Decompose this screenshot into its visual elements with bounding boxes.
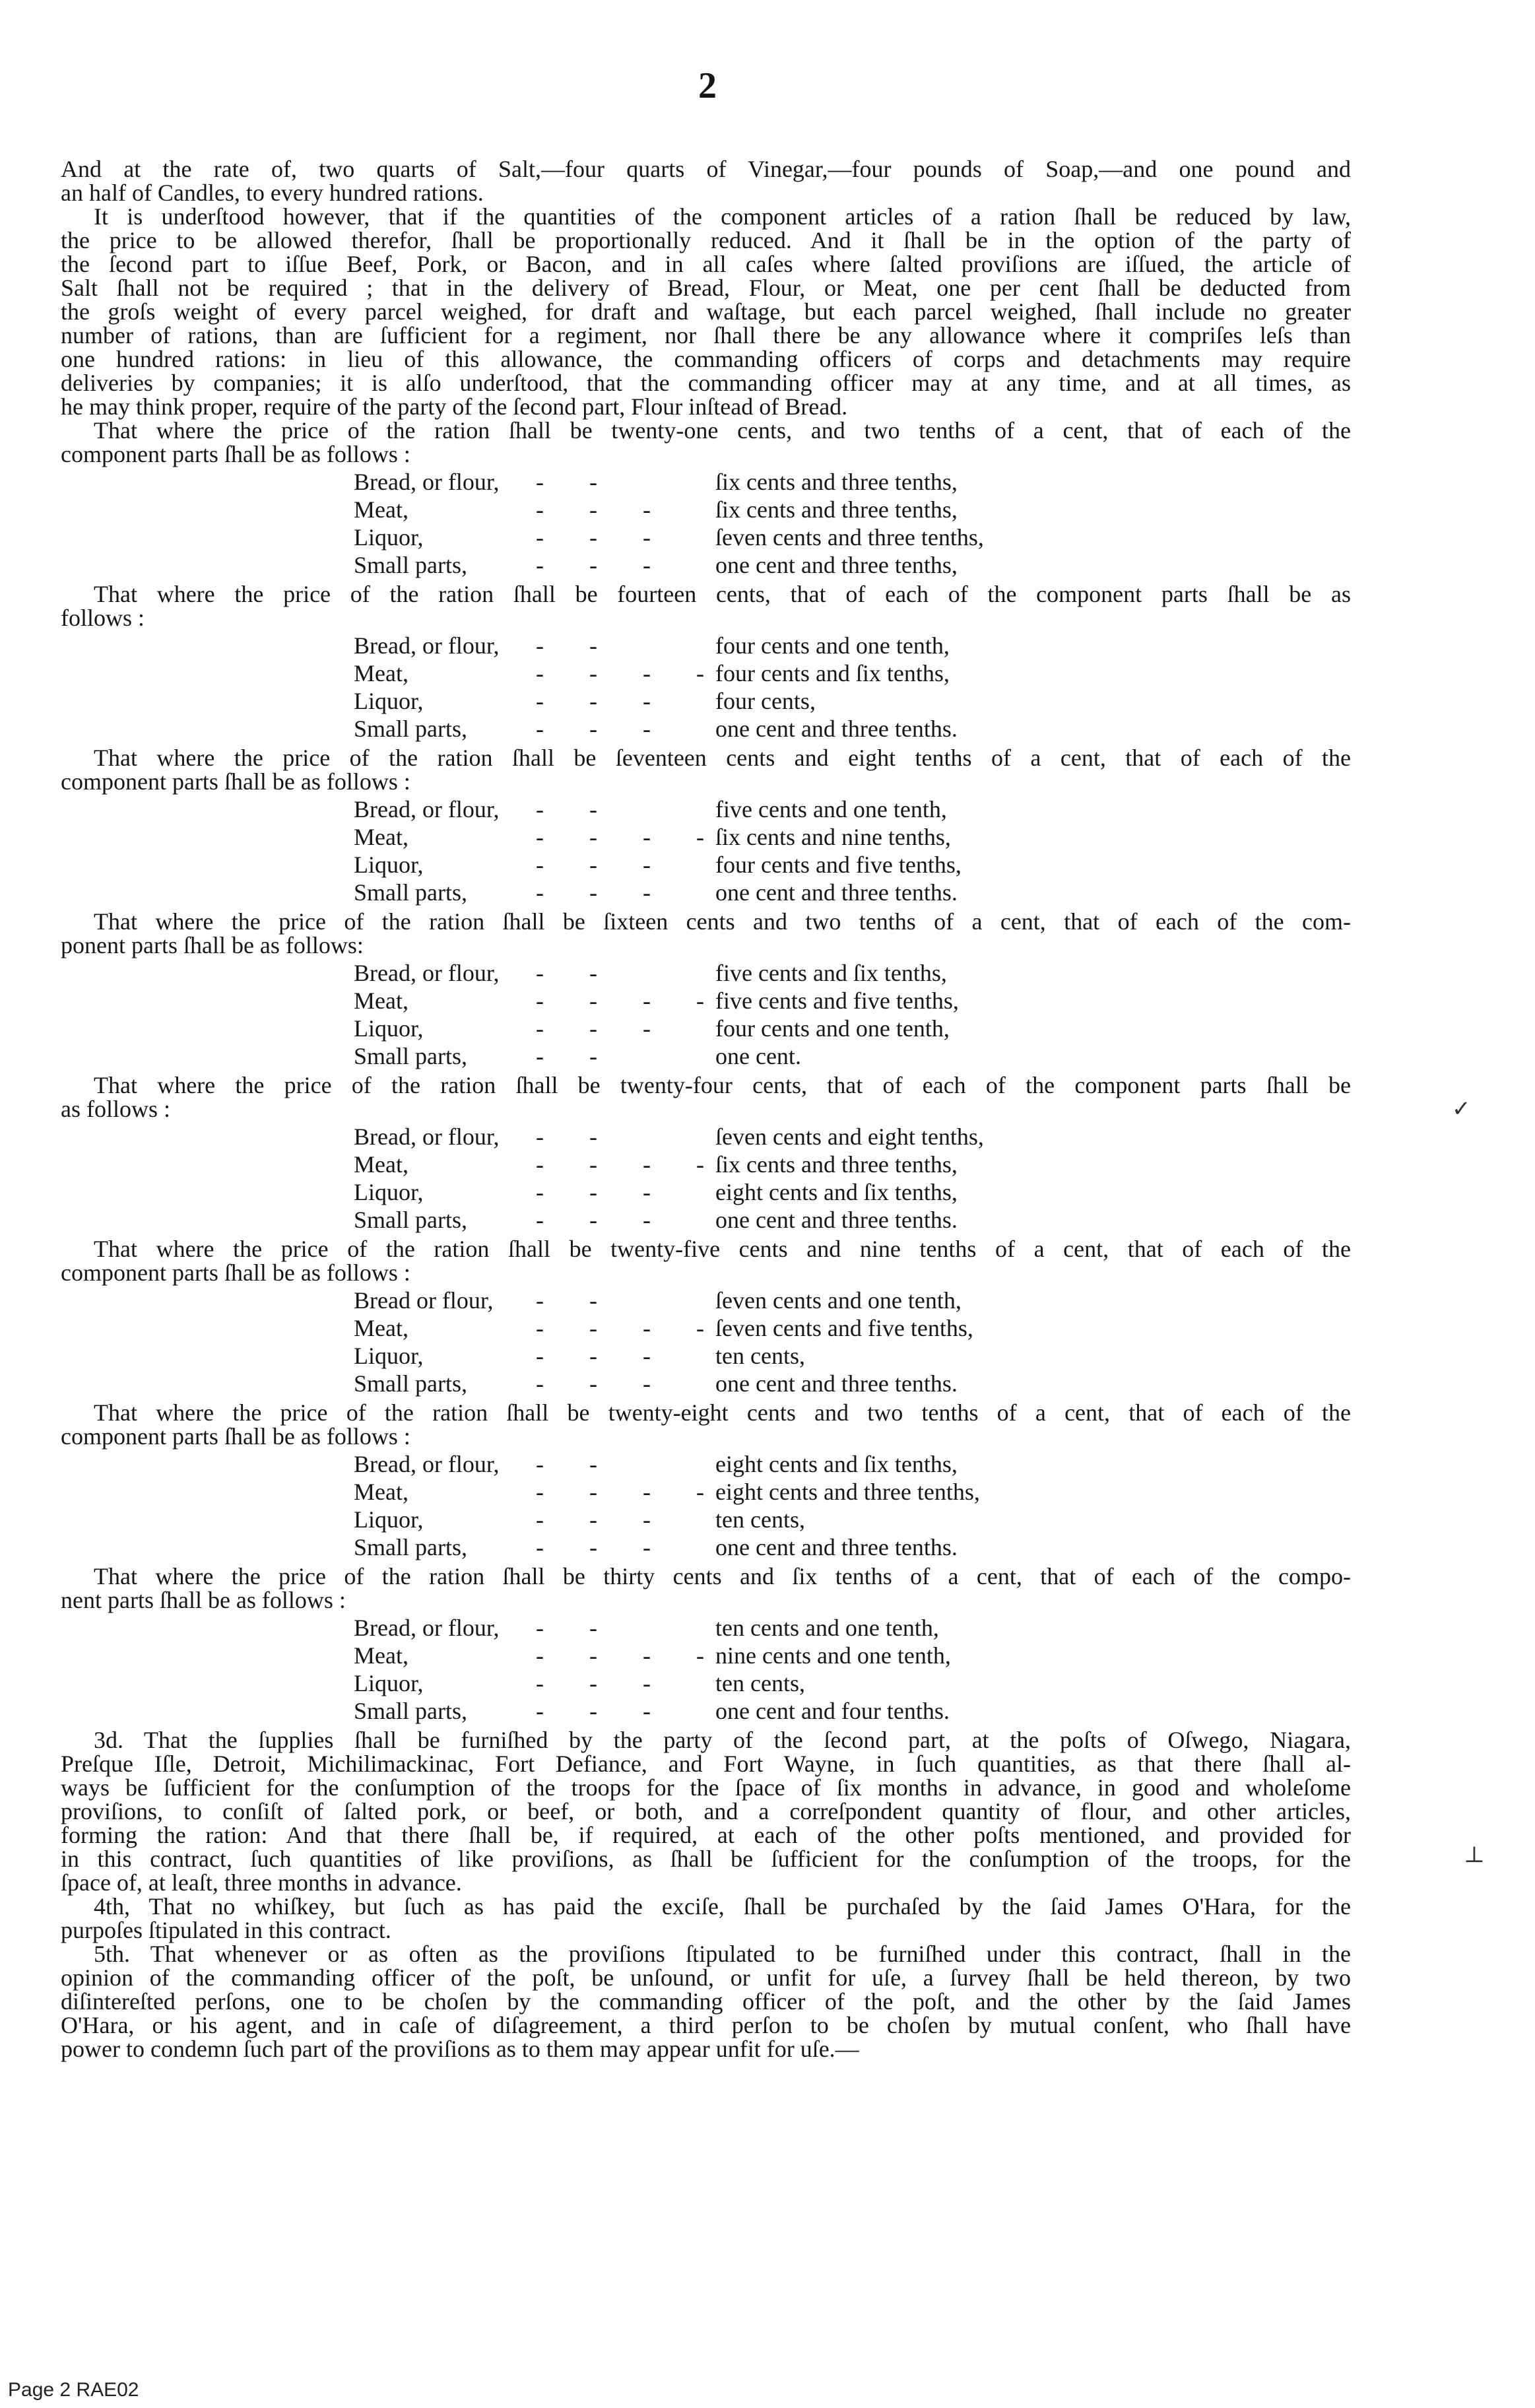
component-price: eight cents and ſix tenths, [715, 1179, 958, 1205]
ration-component-row [61, 1125, 1351, 1149]
leader-dashes: - - [536, 1123, 617, 1150]
clause-line: Preſque Iſle, Detroit, Michilimackinac, Fort Defiance, and Fort Wayne, in ſuch quantities, as that there ſhall al- [61, 1751, 1351, 1777]
component-price: one cent. [715, 1043, 801, 1069]
component-name: Small parts, [354, 716, 467, 742]
ration-component-row [61, 470, 1351, 494]
ration-component-row [61, 961, 1351, 985]
ration-lead-line: component parts ſhall be as follows : [61, 441, 410, 467]
intro-line: number of rations, than are ſufficient for a regiment, nor ſhall there be any allowance where it compriſes leſs than [61, 322, 1351, 349]
component-price: one cent and three tenths, [715, 552, 958, 578]
component-price: ſeven cents and eight tenths, [715, 1123, 984, 1150]
leader-dashes: - - - [536, 1343, 670, 1369]
leader-dashes: - - - [536, 496, 670, 523]
ration-lead-line: component parts ſhall be as follows : [61, 1423, 410, 1450]
component-name: Liquor, [354, 1670, 424, 1696]
leader-dashes: - - - [536, 1179, 670, 1205]
page-number: 2 [698, 65, 717, 106]
clause-line: in this contract, ſuch quantities of like proviſions, as ſhall be ſufficient for the conſumption of the troops, for the [61, 1846, 1351, 1872]
clause-line: forming the ration: And that there ſhall be, if required, at each of the other poſts mentioned, and provided for [61, 1822, 1351, 1848]
ration-component-row [61, 1017, 1351, 1040]
component-name: Bread, or flour, [354, 632, 500, 659]
component-price: ten cents, [715, 1506, 805, 1533]
ration-lead-line: That where the price of the ration ſhall be fourteen cents, that of each of the component parts ſhall be as [94, 581, 1351, 607]
component-name: Liquor, [354, 1015, 424, 1042]
leader-dashes: - - - - [536, 987, 724, 1014]
intro-line: And at the rate of, two quarts of Salt,—four quarts of Vinegar,—four pounds of Soap,—and one pound and [61, 156, 1351, 182]
component-name: Meat, [354, 1642, 408, 1669]
leader-dashes: - - - - [536, 1642, 724, 1669]
ration-component-row [61, 553, 1351, 577]
leader-dashes: - - [536, 1615, 617, 1641]
component-price: one cent and three tenths. [715, 716, 958, 742]
ration-component-row [61, 689, 1351, 713]
ration-lead-line: That where the price of the ration ſhall be twenty-one cents, and two tenths of a cent, that of each of the [94, 417, 1351, 444]
ration-component-row [61, 1699, 1351, 1723]
ration-component-row [61, 1288, 1351, 1312]
component-name: Small parts, [354, 1534, 467, 1560]
component-name: Small parts, [354, 1207, 467, 1233]
ration-lead-line: nent parts ſhall be as follows : [61, 1587, 346, 1613]
leader-dashes: - - [536, 1043, 617, 1069]
ration-lead-line: as follows : [61, 1096, 170, 1122]
leader-dashes: - - - - [536, 1315, 724, 1341]
ration-component-row [61, 797, 1351, 821]
ration-component-row [61, 525, 1351, 549]
leader-dashes: - - - [536, 852, 670, 878]
component-name: Bread, or flour, [354, 469, 500, 495]
component-name: Bread, or flour, [354, 1451, 500, 1477]
component-name: Meat, [354, 987, 408, 1014]
component-name: Bread, or flour, [354, 1615, 500, 1641]
intro-line: Salt ſhall not be required ; that in the delivery of Bread, Flour, or Meat, one per cent ſhall be deducted from [61, 275, 1351, 301]
ration-component-row [61, 634, 1351, 657]
component-name: Small parts, [354, 1043, 467, 1069]
ration-component-row [61, 989, 1351, 1013]
ration-component-row [61, 825, 1351, 849]
component-name: Meat, [354, 496, 408, 523]
clause-line: purpoſes ſtipulated in this contract. [61, 1917, 391, 1943]
ration-component-row [61, 1316, 1351, 1340]
leader-dashes: - - - - [536, 824, 724, 850]
ration-component-row [61, 1208, 1351, 1232]
component-price: nine cents and one tenth, [715, 1642, 951, 1669]
component-name: Small parts, [354, 552, 467, 578]
component-price: five cents and five tenths, [715, 987, 959, 1014]
clause-line: 4th, That no whiſkey, but ſuch as has paid the exciſe, ſhall be purchaſed by the ſaid James O'Hara, for the [94, 1893, 1351, 1920]
clause-line: power to condemn ſuch part of the proviſions as to them may appear unfit for uſe.— [61, 2036, 859, 2062]
leader-dashes: - - - [536, 1698, 670, 1724]
leader-dashes: - - [536, 469, 617, 495]
leader-dashes: - - - [536, 879, 670, 906]
component-price: four cents and one tenth, [715, 1015, 950, 1042]
component-name: Liquor, [354, 1179, 424, 1205]
leader-dashes: - - - [536, 1370, 670, 1397]
component-price: one cent and three tenths. [715, 1207, 958, 1233]
component-price: eight cents and ſix tenths, [715, 1451, 958, 1477]
component-price: five cents and one tenth, [715, 796, 947, 822]
leader-dashes: - - [536, 796, 617, 822]
component-price: eight cents and three tenths, [715, 1479, 980, 1505]
component-price: ſix cents and three tenths, [715, 469, 958, 495]
ration-component-row [61, 498, 1351, 521]
ration-component-row [61, 1480, 1351, 1504]
component-price: one cent and three tenths. [715, 879, 958, 906]
ration-component-row [61, 1180, 1351, 1204]
ration-lead-line: That where the price of the ration ſhall be twenty-five cents and nine tenths of a cent, that of each of the [94, 1236, 1351, 1262]
component-price: one cent and three tenths. [715, 1534, 958, 1560]
leader-dashes: - - - [536, 688, 670, 714]
component-price: ten cents and one tenth, [715, 1615, 939, 1641]
leader-dashes: - - - [536, 1015, 670, 1042]
ration-lead-line: That where the price of the ration ſhall be twenty-four cents, that of each of the component parts ſhall be [94, 1072, 1351, 1098]
clause-line: 3d. That the ſupplies ſhall be furniſhed by the party of the ſecond part, at the poſts of Oſwego, Niagara, [94, 1727, 1351, 1753]
ration-lead-line: That where the price of the ration ſhall be ſixteen cents and two tenths of a cent, that of each of the com- [94, 908, 1351, 935]
clause-line: ſpace of, at leaſt, three months in advance. [61, 1869, 462, 1896]
ration-component-row [61, 1671, 1351, 1695]
clause-line: opinion of the commanding officer of the poſt, be unſound, or unfit for uſe, a ſurvey ſhall be held thereon, by two [61, 1964, 1351, 1991]
clause-line: O'Hara, or his agent, and in caſe of diſagreement, a third perſon to be choſen by mutual conſent, who ſhall have [61, 2012, 1351, 2038]
margin-mark: ⊥ [1464, 1843, 1485, 1867]
component-price: ſeven cents and three tenths, [715, 524, 984, 551]
component-name: Bread or flour, [354, 1287, 494, 1314]
leader-dashes: - - - [536, 1207, 670, 1233]
component-name: Liquor, [354, 688, 424, 714]
component-name: Bread, or flour, [354, 960, 500, 986]
component-price: four cents and one tenth, [715, 632, 950, 659]
clause-line: diſintereſted perſons, one to be choſen by the commanding officer of the poſt, and the other by the ſaid James [61, 1988, 1351, 2015]
component-name: Small parts, [354, 1370, 467, 1397]
component-price: ten cents, [715, 1670, 805, 1696]
intro-line: It is underſtood however, that if the quantities of the component articles of a ration ſhall be reduced by law, [94, 203, 1351, 230]
component-name: Bread, or flour, [354, 1123, 500, 1150]
ration-component-row [61, 1644, 1351, 1667]
ration-component-row [61, 1153, 1351, 1176]
ration-component-row [61, 881, 1351, 904]
ration-lead-line: That where the price of the ration ſhall be ſeventeen cents and eight tenths of a cent, that of each of the [94, 745, 1351, 771]
component-name: Liquor, [354, 524, 424, 551]
ration-lead-line: That where the price of the ration ſhall be thirty cents and ſix tenths of a cent, that of each of the compo- [94, 1563, 1351, 1589]
component-price: four cents, [715, 688, 816, 714]
component-name: Small parts, [354, 1698, 467, 1724]
footer-label: Page 2 RAE02 [8, 2379, 139, 2401]
component-name: Small parts, [354, 879, 467, 906]
ration-component-row [61, 853, 1351, 877]
ration-component-row [61, 1616, 1351, 1640]
ration-component-row [61, 1372, 1351, 1395]
leader-dashes: - - - - [536, 660, 724, 686]
ration-lead-line: That where the price of the ration ſhall be twenty-eight cents and two tenths of a cent, that of each of the [94, 1399, 1351, 1426]
leader-dashes: - - - - [536, 1479, 724, 1505]
component-price: ſix cents and nine tenths, [715, 824, 951, 850]
leader-dashes: - - - [536, 1534, 670, 1560]
ration-component-row [61, 717, 1351, 741]
ration-lead-line: follows : [61, 605, 145, 631]
component-price: four cents and five tenths, [715, 852, 962, 878]
component-name: Liquor, [354, 852, 424, 878]
clause-line: 5th. That whenever or as often as the proviſions ſtipulated to be furniſhed under this contract, ſhall in the [94, 1941, 1351, 1967]
component-price: four cents and ſix tenths, [715, 660, 950, 686]
intro-line: one hundred rations: in lieu of this allowance, the commanding officers of corps and detachments may require [61, 346, 1351, 372]
ration-component-row [61, 661, 1351, 685]
component-name: Meat, [354, 1315, 408, 1341]
leader-dashes: - - - [536, 1506, 670, 1533]
component-name: Meat, [354, 824, 408, 850]
leader-dashes: - - - [536, 552, 670, 578]
component-price: ſeven cents and five tenths, [715, 1315, 973, 1341]
leader-dashes: - - - - [536, 1151, 724, 1178]
component-price: ſeven cents and one tenth, [715, 1287, 962, 1314]
leader-dashes: - - - [536, 1670, 670, 1696]
intro-line: deliveries by companies; it is alſo underſtood, that the commanding officer may at any time, and at all times, as [61, 370, 1351, 396]
leader-dashes: - - [536, 1287, 617, 1314]
component-price: ſix cents and three tenths, [715, 1151, 958, 1178]
ration-lead-line: component parts ſhall be as follows : [61, 1259, 410, 1286]
ration-component-row [61, 1535, 1351, 1559]
intro-line: he may think proper, require of the party of the ſecond part, Flour inſtead of Bread. [61, 393, 848, 420]
leader-dashes: - - [536, 1451, 617, 1477]
leader-dashes: - - - [536, 716, 670, 742]
component-name: Meat, [354, 660, 408, 686]
component-price: ten cents, [715, 1343, 805, 1369]
component-name: Meat, [354, 1151, 408, 1178]
ration-component-row [61, 1044, 1351, 1068]
component-name: Liquor, [354, 1343, 424, 1369]
intro-line: the ſecond part to iſſue Beef, Pork, or Bacon, and in all caſes where ſalted proviſions are iſſued, the article of [61, 251, 1351, 277]
ration-component-row [61, 1452, 1351, 1476]
leader-dashes: - - - [536, 524, 670, 551]
clause-line: ways be ſufficient for the conſumption of the troops for the ſpace of ſix months in advance, in good and wholeſome [61, 1774, 1351, 1801]
component-name: Meat, [354, 1479, 408, 1505]
intro-line: the groſs weight of every parcel weighed, for draft and waſtage, but each parcel weighed, ſhall include no greater [61, 298, 1351, 325]
ration-lead-line: component parts ſhall be as follows : [61, 768, 410, 795]
clause-line: proviſions, to conſiſt of ſalted pork, or beef, or both, and a correſpondent quantity of flour, and other articles, [61, 1798, 1351, 1824]
intro-line: an half of Candles, to every hundred rations. [61, 180, 484, 206]
ration-component-row [61, 1344, 1351, 1368]
margin-mark: ✓ [1452, 1097, 1471, 1121]
component-name: Bread, or flour, [354, 796, 500, 822]
intro-line: the price to be allowed therefor, ſhall be proportionally reduced. And it ſhall be in the option of the party of [61, 227, 1351, 253]
leader-dashes: - - [536, 632, 617, 659]
component-price: one cent and three tenths. [715, 1370, 958, 1397]
ration-component-row [61, 1508, 1351, 1531]
component-name: Liquor, [354, 1506, 424, 1533]
component-price: one cent and four tenths. [715, 1698, 950, 1724]
ration-lead-line: ponent parts ſhall be as follows: [61, 932, 364, 958]
leader-dashes: - - [536, 960, 617, 986]
component-price: five cents and ſix tenths, [715, 960, 947, 986]
component-price: ſix cents and three tenths, [715, 496, 958, 523]
